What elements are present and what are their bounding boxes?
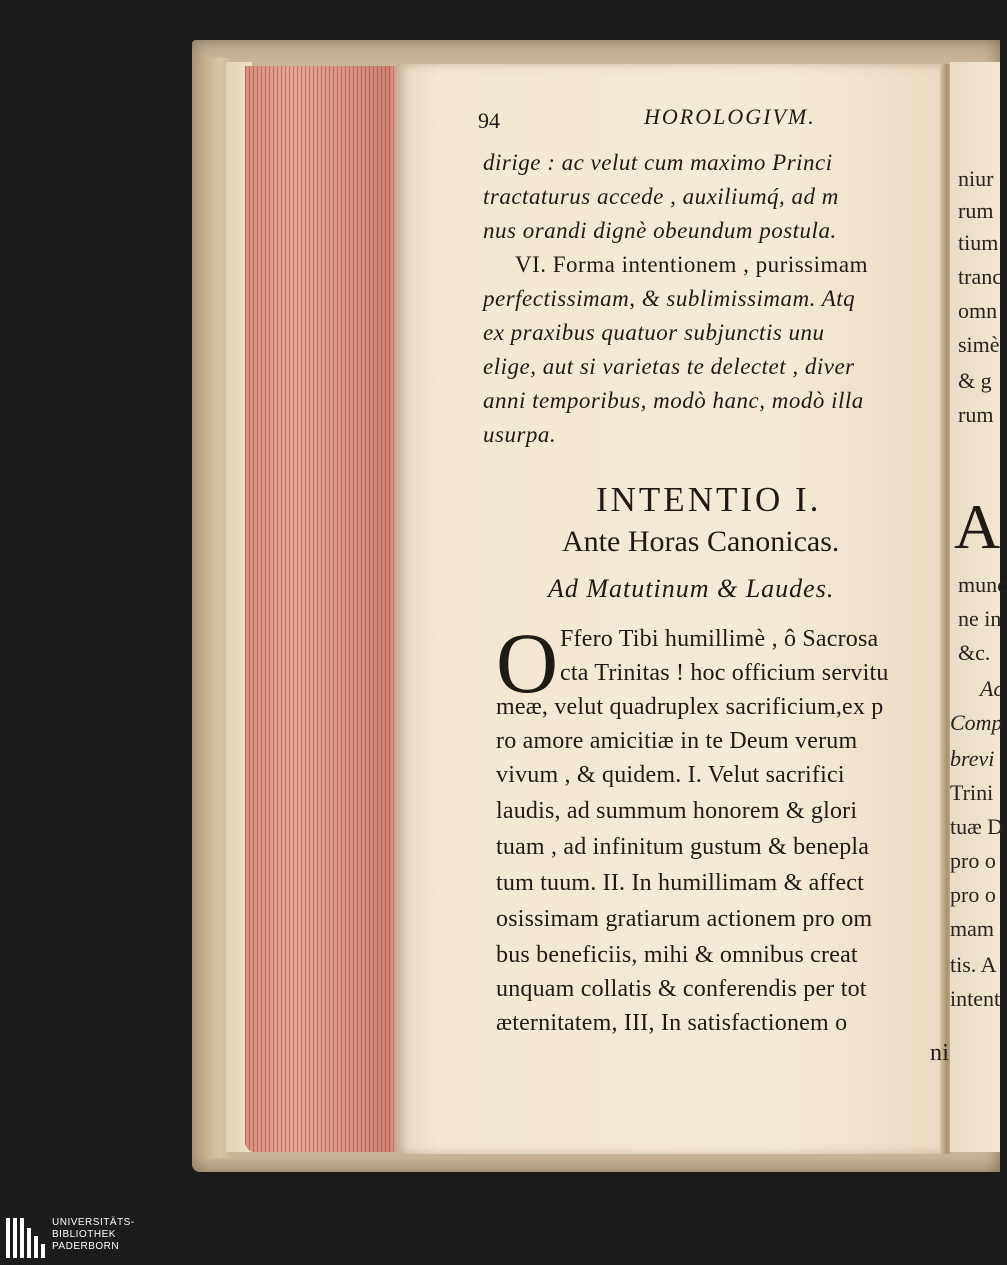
text-line: elige, aut si varietas te delectet , diver [483, 354, 855, 379]
running-head: HOROLOGIVM. [644, 104, 816, 129]
prayer-line: osissimam gratiarum actionem pro om [496, 906, 873, 932]
library-name-line2: BIBLIOTHEK [52, 1229, 116, 1240]
text-line: tractaturus accede , auxiliumq́, ad m [483, 184, 839, 209]
prayer-line: æternitatem, III, In satisfactionem o [496, 1010, 848, 1036]
text-line: anni temporibus, modò hanc, modò illa [483, 388, 864, 413]
right-fragment: omn [958, 298, 998, 323]
text-line: dirige : ac velut cum maximo Princi [483, 150, 833, 175]
text-line: nus orandi dignè obeundum postula. [483, 218, 837, 243]
right-fragment: Comp [950, 710, 1003, 735]
red-page-edges [245, 66, 403, 1152]
right-fragment: rum [958, 198, 994, 223]
intentio-subheading: Ante Horas Canonicas. [562, 525, 840, 558]
library-name-line1: UNIVERSITÄTS- [52, 1217, 135, 1228]
right-fragment: niur [958, 166, 994, 191]
right-fragment: pro o [950, 848, 996, 873]
right-fragment: &c. [958, 640, 991, 665]
right-fragment: tium [958, 230, 999, 255]
right-fragment: munc [958, 572, 1007, 597]
right-fragment: ne in [958, 606, 1002, 631]
right-fragment: tranc [958, 264, 1002, 289]
prayer-line: tuam , ad infinitum gustum & benepla [496, 834, 870, 860]
drop-cap: O [496, 615, 559, 711]
prayer-line: vivum , & quidem. I. Velut sacrifici [496, 762, 845, 788]
text-line: VI. Forma intentionem , purissimam [515, 252, 869, 277]
text-line: usurpa. [483, 422, 557, 447]
right-page-initial: A [954, 491, 1001, 562]
prayer-line: Ffero Tibi humillimè , ô Sacrosa [560, 626, 879, 652]
text-line: perfectissimam, & sublimissimam. Atq [483, 286, 856, 311]
right-fragment: mam [950, 916, 994, 941]
footer-bar [0, 1215, 1000, 1265]
text-line: ex praxibus quatuor subjunctis unu [483, 320, 825, 345]
prayer-line: ni [930, 1040, 950, 1066]
right-fragment: & g [958, 368, 992, 393]
prayer-line: ro amore amicitiæ in te Deum verum [496, 728, 858, 754]
prayer-line: cta Trinitas ! hoc officium servitu [560, 660, 889, 686]
prayer-line: unquam collatis & conferendis per tot [496, 976, 867, 1002]
intentio-heading: INTENTIO I. [596, 480, 822, 519]
right-fragment: rum [958, 402, 994, 427]
prayer-line: meæ, velut quadruplex sacrificium,ex p [496, 694, 884, 720]
right-fragment: simè [958, 332, 1000, 357]
prayer-line: laudis, ad summum honorem & glori [496, 798, 858, 824]
library-logo-icon [6, 1218, 46, 1258]
right-fragment: tuæ D [950, 814, 1004, 839]
right-fragment: tis. A [950, 952, 997, 977]
right-fragment: Trini [950, 780, 994, 805]
right-fragment: Ac [980, 676, 1004, 701]
right-fragment: intent [950, 986, 1001, 1011]
prayer-line: tum tuum. II. In humillimam & affect [496, 870, 865, 896]
library-name-line3: PADERBORN [52, 1241, 120, 1252]
page-number: 94 [478, 108, 500, 133]
right-fragment: pro o [950, 882, 996, 907]
intentio-italic-heading: Ad Matutinum & Laudes. [548, 574, 835, 603]
right-fragment: brevi [950, 746, 995, 771]
prayer-line: bus beneficiis, mihi & omnibus creat [496, 942, 858, 968]
